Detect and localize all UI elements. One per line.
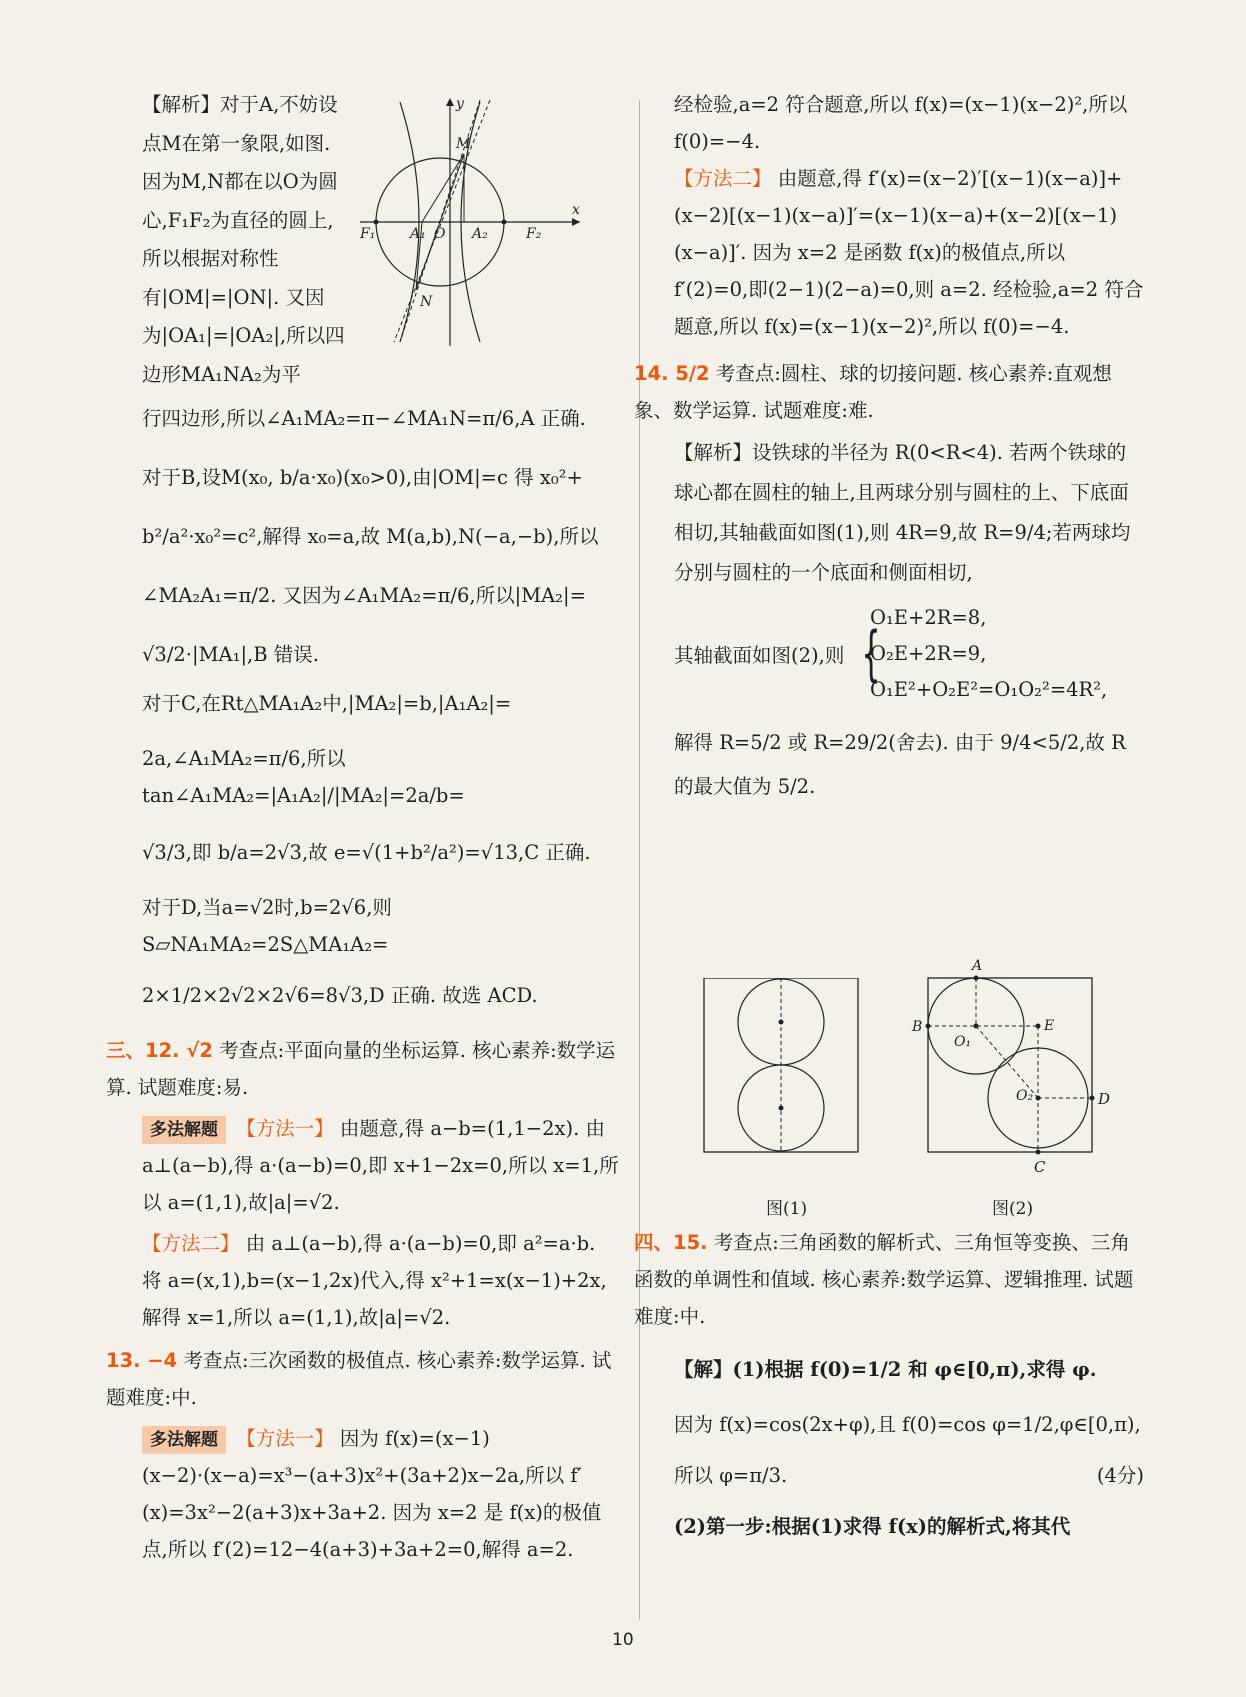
x-axis-arrow xyxy=(572,218,580,226)
right-column xyxy=(634,86,1144,809)
q13-kaochadian: 考查点:三次函数的极值点. 核心素养:数学运算. 试题难度:中. xyxy=(106,1349,612,1409)
point-c xyxy=(1036,1150,1041,1155)
label-x: x xyxy=(572,202,580,218)
analysis-b-2: b²/a²·x₀²=c²,解得 x₀=a,故 M(a,b),N(−a,−b),所以 xyxy=(142,525,599,548)
figure-1-center-top xyxy=(779,1020,784,1025)
q15-phi-result: 所以 φ=π/3. xyxy=(674,1464,788,1487)
asymptote-1 xyxy=(394,100,490,342)
q15-para1: 因为 f(x)=cos(2x+φ),且 f(0)=cos φ=1/2,φ∈[0,π), xyxy=(674,1413,1141,1436)
point-a xyxy=(974,976,979,981)
label-a2: A₂ xyxy=(472,226,488,242)
q15-score: (4分) xyxy=(1096,1464,1144,1487)
q14-system xyxy=(674,599,1144,711)
point-o2 xyxy=(1036,1096,1041,1101)
label-m: M xyxy=(456,136,471,152)
fig2-label-b: B xyxy=(912,1019,923,1035)
method1-label: 【方法一】 xyxy=(236,1117,334,1140)
analysis-d-2: 2×1/2×2√2×2√6=8√3,D 正确. 故选 ACD. xyxy=(142,984,538,1007)
analysis-b-3: ∠MA₂A₁=π/2. 又因为∠A₁MA₂=π/6,所以|MA₂|= xyxy=(142,584,586,607)
column-divider xyxy=(639,100,640,1620)
analysis-c-3: √3/3,即 b/a=2√3,故 e=√(1+b²/a²)=√13,C 正确. xyxy=(142,841,591,864)
brace: { xyxy=(861,619,881,689)
analysis-c-1: 对于C,在Rt△MA₁A₂中,|MA₂|=b,|A₁A₂|= xyxy=(142,692,512,715)
q12-method1 xyxy=(142,1110,620,1221)
point-f2 xyxy=(502,220,507,225)
figure-2-caption: 图(2) xyxy=(992,1199,1034,1219)
y-axis-arrow xyxy=(446,98,454,106)
system-eq-1: O₁E+2R=8, xyxy=(870,606,987,629)
q15-kaochadian: 考查点:三角函数的解析式、三角恒等变换、三角函数的单调性和值域. 核心素养:数学运算、逻辑推理. 试题难度:中. xyxy=(634,1231,1134,1328)
label-y: y xyxy=(456,96,464,112)
q14-number: 14. 5/2 xyxy=(634,362,710,385)
q15-number: 四、15. xyxy=(634,1231,708,1254)
analysis-a-cont: 行四边形,所以∠A₁MA₂=π−∠MA₁N=π/6,A 正确. xyxy=(142,407,586,430)
label-f1: F₁ xyxy=(360,226,376,242)
figure-2 xyxy=(906,950,1096,1160)
q13-cont: 经检验,a=2 符合题意,所以 f(x)=(x−1)(x−2)²,所以 f(0)=−4. xyxy=(674,93,1128,153)
analysis-a: 【解析】对于A,不妨设点M在第一象限,如图. 因为M,N都在以O为圆心,F₁F₂为直径的圆上,所以根据对称性有|OM|=|ON|. 又因为|OA₁|=|OA₂|,所以四边形MA₁NA₂为平 xyxy=(142,93,345,386)
segment-ma1 xyxy=(422,154,464,222)
q12-method2-text: 由 a⊥(a−b),得 a·(a−b)=0,即 a²=a·b. 将 a=(x,1),b=(x−1,2x)代入,得 x²+1=x(x−1)+2x,解得 x=1,所以 a=(1,1),故|a|=√2. xyxy=(142,1232,607,1329)
q13-method2 xyxy=(674,160,1144,345)
fig2-label-c-outside: C xyxy=(1034,1158,1046,1176)
figure-1 xyxy=(700,978,862,1154)
q15-step1: 【解】(1)根据 f(0)=1/2 和 φ∈[0,π),求得 φ. xyxy=(674,1358,1097,1381)
analysis-c-2: 2a,∠A₁MA₂=π/6,所以 tan∠A₁MA₂=|A₁A₂|/|MA₂|=2a/b= xyxy=(142,747,465,807)
fig2-label-e: E xyxy=(1044,1018,1055,1034)
analysis-b-4: √3/2·|MA₁|,B 错误. xyxy=(142,643,319,666)
q15-step2: (2)第一步:根据(1)求得 f(x)的解析式,将其代 xyxy=(674,1515,1071,1538)
figure-1-caption: 图(1) xyxy=(766,1199,808,1219)
q12-kaochadian: 考查点:平面向量的坐标运算. 核心素养:数学运算. 试题难度:易. xyxy=(106,1039,616,1099)
q14-system-lead: 其轴截面如图(2),则 xyxy=(674,644,845,667)
q12-header xyxy=(106,1032,620,1106)
q15-para2 xyxy=(674,1457,1144,1494)
point-f1 xyxy=(374,220,379,225)
fig2-label-o1: O₁ xyxy=(954,1034,972,1050)
label-f2: F₂ xyxy=(526,226,542,242)
q12-method2 xyxy=(142,1225,620,1336)
point-e xyxy=(1036,1024,1041,1029)
fig2-label-o2: O₂ xyxy=(1016,1088,1034,1104)
analysis-b-1: 对于B,设M(x₀, b/a·x₀)(x₀>0),由|OM|=c 得 x₀²+ xyxy=(142,466,583,489)
method2-label: 【方法二】 xyxy=(142,1232,240,1255)
q13-method1 xyxy=(142,1420,620,1568)
hyperbola-figure xyxy=(360,96,590,346)
q12-method1-text: 由题意,得 a−b=(1,1−2x). 由 a⊥(a−b),得 a·(a−b)=0,即 x+1−2x=0,所以 x=1,所以 a=(1,1),故|a|=√2. xyxy=(142,1117,619,1214)
figure-1-center-bottom xyxy=(779,1106,784,1111)
point-o1 xyxy=(974,1024,979,1029)
q13-header xyxy=(106,1342,620,1416)
label-n: N xyxy=(420,294,433,310)
fig2-label-d-outside: D xyxy=(1098,1090,1111,1108)
multi-method-tag: 多法解题 xyxy=(142,1116,226,1144)
q14-header xyxy=(634,355,1144,429)
q13-method2-text: 由题意,得 f′(x)=(x−2)′[(x−1)(x−a)]+(x−2)[(x−1)(x−a)]′=(x−1)(x−a)+(x−2)[(x−1)(x−a)]′. 因为 x=2 是函数 f(x)的极值点,所以 f′(2)=0,即(2−1)(2−a)=0,则 a=2. 经检验,a=2 符合题意,所以 f(x)=(x−1)(x−2)²,所以 f(0)=−4. xyxy=(674,167,1144,338)
q14-analysis-1: 【解析】设铁球的半径为 R(0<R<4). 若两个铁球的球心都在圆柱的轴上,且两球分别与圆柱的上、下底面相切,其轴截面如图(1),则 4R=9,故 R=9/4;若两球均分别与圆柱的一个底面和侧面相切, xyxy=(674,441,1131,584)
q14-kaochadian: 考查点:圆柱、球的切接问题. 核心素养:直观想象、数学运算. 试题难度:难. xyxy=(634,362,1112,422)
multi-method-tag-2: 多法解题 xyxy=(142,1426,226,1454)
q13-number: 13. −4 xyxy=(106,1349,178,1372)
label-o: O xyxy=(434,226,446,242)
system-eq-2: O₂E+2R=9, xyxy=(870,642,987,665)
method1-label-2: 【方法一】 xyxy=(236,1427,334,1450)
label-a1: A₁ xyxy=(410,226,426,242)
point-d xyxy=(1090,1096,1095,1101)
q15-header xyxy=(634,1224,1144,1335)
analysis-d-1: 对于D,当a=√2时,b=2√6,则 S▱NA₁MA₂=2S△MA₁A₂= xyxy=(142,896,392,956)
point-b xyxy=(926,1024,931,1029)
q13-method1-text: 因为 f(x)=(x−1)(x−2)·(x−a)=x³−(a+3)x²+(3a+2)x−2a,所以 f′(x)=3x²−2(a+3)x+3a+2. 因为 x=2 是 f(x)的极值点,所以 f′(2)=12−4(a+3)+3a+2=0,解得 a=2. xyxy=(142,1427,602,1561)
fig2-label-a: A xyxy=(972,958,983,974)
q15-block xyxy=(634,1224,1144,1545)
page-number: 10 xyxy=(612,1630,634,1650)
q14-analysis-2: 解得 R=5/2 或 R=29/2(舍去). 由于 9/4<5/2,故 R 的最大值为 5/2. xyxy=(674,731,1126,798)
q12-number: 三、12. √2 xyxy=(106,1039,213,1062)
q13-method2-label: 【方法二】 xyxy=(674,167,772,190)
system-eq-3: O₁E²+O₂E²=O₁O₂²=4R², xyxy=(870,678,1108,701)
